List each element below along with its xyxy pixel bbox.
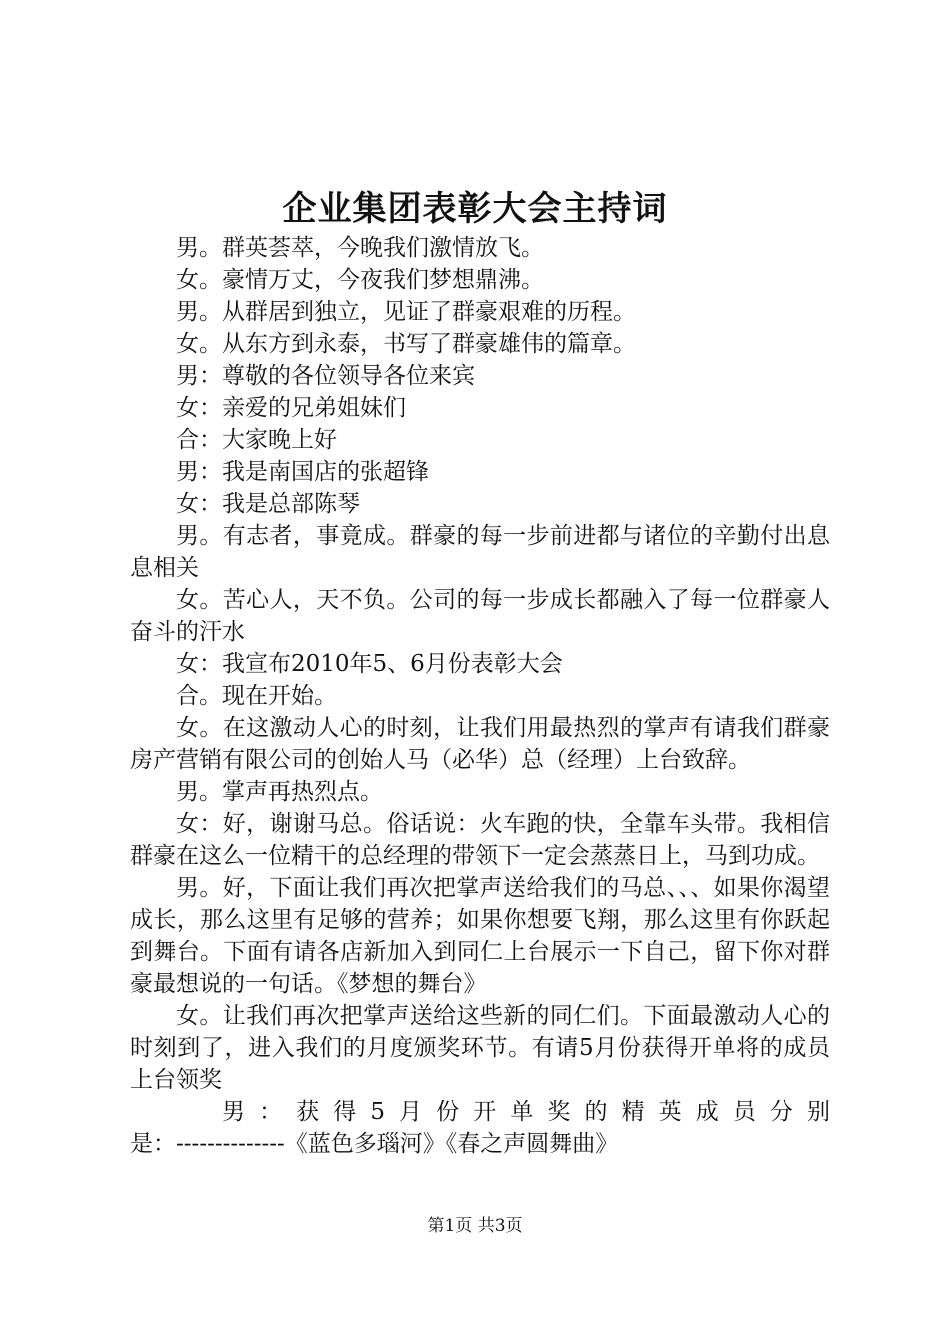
paragraph: 女。从东方到永泰，书写了群豪雄伟的篇章。: [176, 331, 636, 357]
paragraph: 合。现在开始。: [176, 683, 337, 709]
paragraph: 女：亲爱的兄弟姐妹们: [176, 395, 406, 421]
paragraph: 男。群英荟萃，今晚我们激情放飞。: [176, 235, 544, 261]
paragraph: 女。豪情万丈，今夜我们梦想鼎沸。: [176, 267, 544, 293]
paragraph: 男：尊敬的各位领导各位来宾: [176, 363, 475, 389]
paragraph: 合：大家晚上好: [176, 427, 337, 453]
paragraph: 男。好，下面让我们再次把掌声送给我们的马总、、、如果你渴望成长，那么这里有足够的营养；如果你想要飞翔，那么这里有你跃起到舞台。下面有请各店新加入到同仁上台展示一下自己，留下你对群豪最想说的一句话。《梦想的舞台》: [130, 875, 830, 997]
paragraph: 女。在这激动人心的时刻，让我们用最热烈的掌声有请我们群豪房产营销有限公司的创始人马（必华）总（经理）上台致辞。: [130, 715, 830, 773]
document-title: 企业集团表彰大会主持词: [282, 189, 668, 229]
paragraph: 男：获得5月份开单奖的精英成员分别: [222, 1099, 830, 1125]
paragraph: 女。苦心人，天不负。公司的每一步成长都融入了每一位群豪人奋斗的汗水: [130, 587, 830, 645]
paragraph: 男。从群居到独立，见证了群豪艰难的历程。: [176, 299, 636, 325]
paragraph: 男。掌声再热烈点。: [176, 779, 383, 805]
paragraph: 女：我是总部陈琴: [176, 491, 360, 517]
document-body: [130, 232, 830, 1160]
page-number: 第1页 共3页: [427, 1216, 523, 1236]
paragraph: 男。有志者，事竟成。群豪的每一步前进都与诸位的辛勤付出息息相关: [130, 523, 830, 581]
paragraph: 女：我宣布2010年5、6月份表彰大会: [176, 651, 563, 677]
paragraph: 男：我是南国店的张超锋: [176, 459, 429, 485]
paragraph: 是：--------------《蓝色多瑙河》《春之声圆舞曲》: [130, 1131, 619, 1157]
paragraph: 女。让我们再次把掌声送给这些新的同仁们。下面最激动人心的时刻到了，进入我们的月度颁奖环节。有请5月份获得开单将的成员上台领奖: [130, 1003, 830, 1093]
paragraph: 女：好，谢谢马总。俗话说：火车跑的快，全靠车头带。我相信群豪在这么一位精干的总经理的带领下一定会蒸蒸日上，马到功成。: [130, 811, 830, 869]
